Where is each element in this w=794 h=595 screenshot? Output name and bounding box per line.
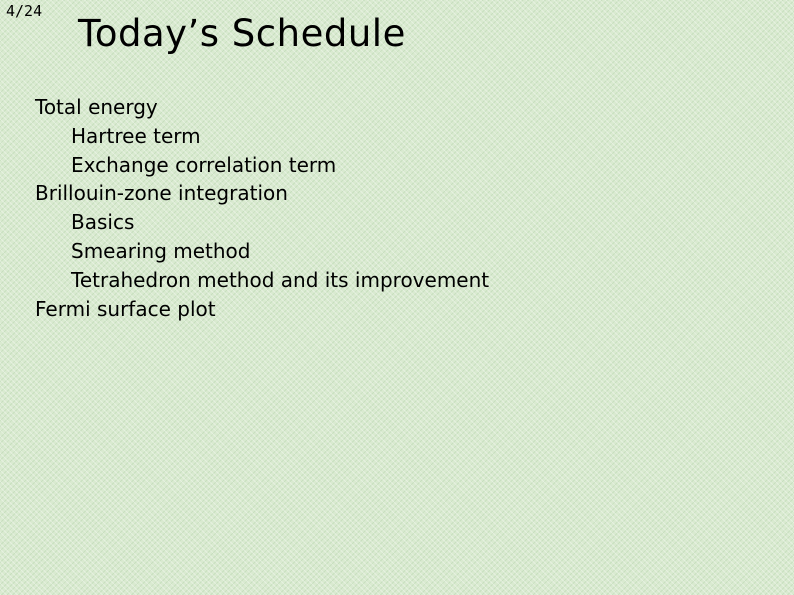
outline-subitem-hartree-term: Hartree term [71, 123, 201, 148]
slide-number: 4/24 [6, 2, 43, 20]
outline-subitem-tetrahedron-method: Tetrahedron method and its improvement [71, 267, 490, 292]
outline-item-fermi-surface-plot: Fermi surface plot [35, 296, 216, 321]
outline-item-total-energy: Total energy [35, 95, 158, 119]
outline-item-brillouin-zone-integration: Brillouin-zone integration [35, 181, 288, 206]
outline-subitem-exchange-correlation-term: Exchange correlation term [71, 152, 337, 177]
outline-subitem-basics: Basics [71, 210, 135, 235]
schedule-outline [35, 93, 489, 323]
slide-title: Today’s Schedule [78, 12, 406, 55]
outline-subitem-smearing-method: Smearing method [71, 238, 251, 263]
